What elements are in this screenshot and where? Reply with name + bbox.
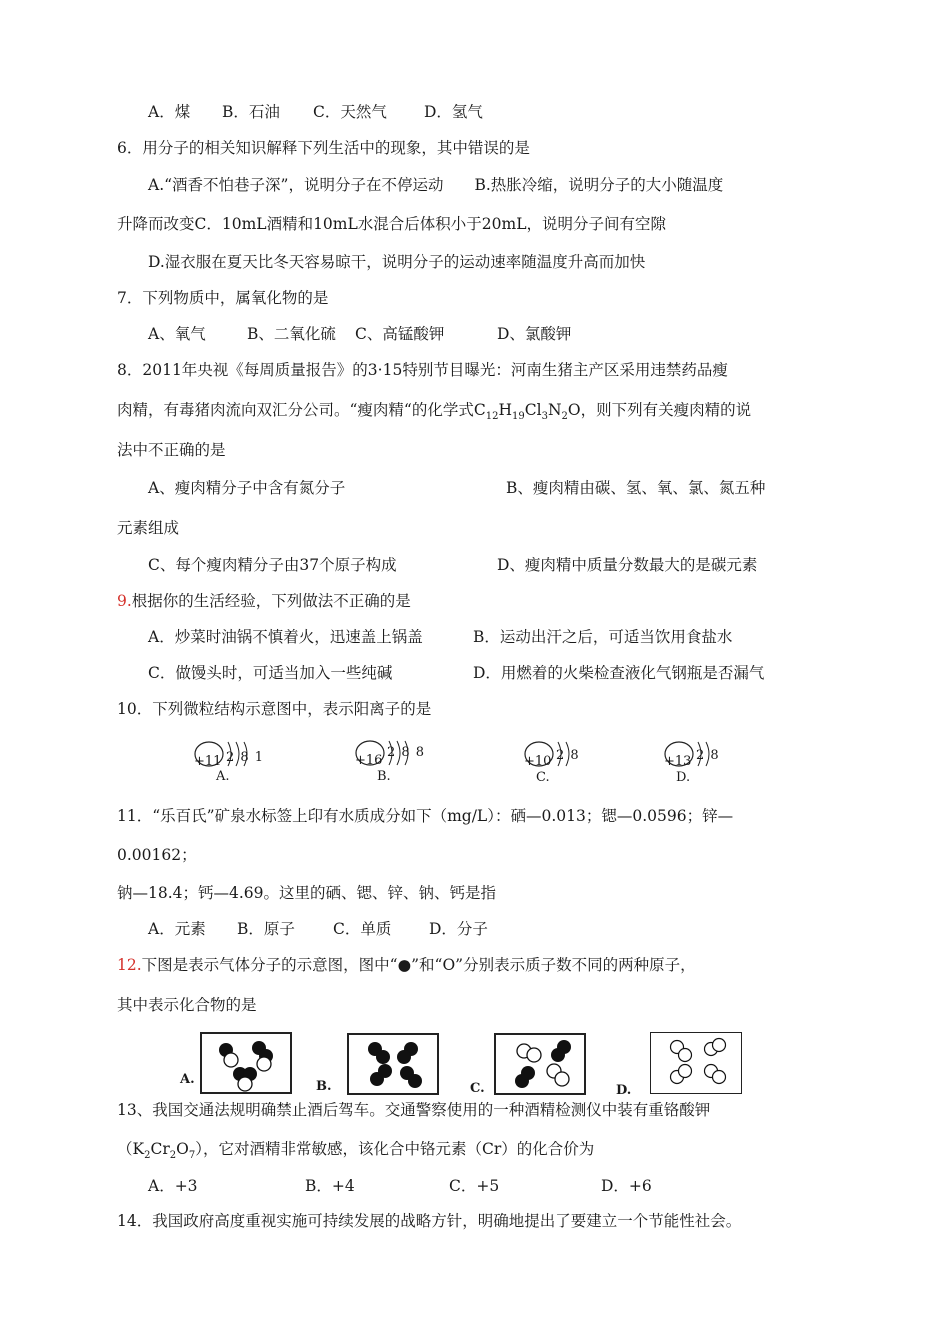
q7-option-d: D、氯酸钾 bbox=[497, 325, 572, 343]
q11-option-b: B．原子 bbox=[237, 920, 295, 938]
q8-line2-pre: 肉精，有毒猪肉流向双汇分公司。“瘦肉精“的化学式 bbox=[117, 401, 474, 419]
atom-b-shells: 2 8 8 bbox=[387, 745, 426, 760]
q13-line2-post: ，它对酒精非常敏感，该化合中铬元素（Cr）的化合价为 bbox=[202, 1140, 595, 1158]
q5-option-a: A．煤 bbox=[148, 103, 191, 121]
atom-diagram-c bbox=[522, 738, 602, 790]
q9-option-a: A．炒菜时油锅不慎着火，迅速盖上锅盖 bbox=[148, 628, 423, 646]
q6-option-a-b: A.“酒香不怕巷子深”，说明分子在不停运动 B.热胀冷缩，说明分子的大小随温度 bbox=[148, 176, 724, 194]
molecule-c-atoms bbox=[496, 1035, 584, 1093]
atom-diagram-a bbox=[192, 738, 282, 790]
q8-line2-post: ，则下列有关瘦肉精的说 bbox=[580, 401, 752, 419]
q6-option-d: D.湿衣服在夏天比冬天容易晾干，说明分子的运动速率随温度升高而加快 bbox=[148, 253, 646, 271]
q13-option-d: D．+6 bbox=[601, 1177, 652, 1195]
atom-c-label: C. bbox=[536, 770, 550, 785]
q7-stem: 7．下列物质中，属氧化物的是 bbox=[117, 289, 329, 307]
q11-option-c: C．单质 bbox=[333, 920, 392, 938]
q13-line1: 13、我国交通法规明确禁止酒后驾车。交通警察使用的一种酒精检测仪中装有重铬酸钾 bbox=[117, 1101, 711, 1119]
q7-option-a: A、氧气 bbox=[148, 325, 206, 343]
q11-line3: 钠—18.4；钙—4.69。这里的硒、锶、锌、钠、钙是指 bbox=[117, 884, 497, 902]
q11-option-d: D．分子 bbox=[429, 920, 488, 938]
atom-a-label: A. bbox=[216, 769, 230, 784]
q5-option-b: B．石油 bbox=[222, 103, 280, 121]
q9-option-d: D．用燃着的火柴检查液化气钢瓶是否漏气 bbox=[473, 664, 765, 682]
q12-stem bbox=[117, 955, 696, 975]
q8-option-b: B、瘦肉精由碳、氢、氧、氯、氮五种 bbox=[506, 479, 766, 497]
q12-line2: 其中表示化合物的是 bbox=[117, 996, 257, 1014]
q13-line2 bbox=[117, 1139, 595, 1162]
molecule-box-d bbox=[650, 1032, 742, 1094]
q5-option-d: D．氢气 bbox=[424, 103, 483, 121]
q12-label-b: B. bbox=[316, 1079, 332, 1094]
atom-diagram-d bbox=[662, 738, 742, 790]
atom-d-label: D. bbox=[676, 770, 691, 785]
q9-stem-text: 根据你的生活经验，下列做法不正确的是 bbox=[131, 592, 411, 610]
q11-option-a: A．元素 bbox=[148, 920, 206, 938]
atom-c-nucleus: +10 bbox=[524, 754, 552, 769]
q9-number: 9. bbox=[117, 592, 132, 610]
q12-label-c: C. bbox=[470, 1081, 485, 1096]
molecule-box-b bbox=[347, 1033, 439, 1095]
molecule-box-a bbox=[200, 1032, 292, 1094]
atom-diagram-b bbox=[353, 737, 443, 789]
q12-stem-text: 下图是表示气体分子的示意图，图中“●”和“O”分别表示质子数不同的两种原子， bbox=[141, 956, 696, 974]
q13-formula: $(K_2Cr_2O_7)$ bbox=[117, 1140, 203, 1162]
q5-option-c: C．天然气 bbox=[313, 103, 387, 121]
q13-option-c: C．+5 bbox=[449, 1177, 500, 1195]
atom-a-nucleus: +11 bbox=[194, 754, 222, 769]
q13-option-a: A．+3 bbox=[148, 1177, 198, 1195]
molecule-box-c bbox=[494, 1033, 586, 1095]
q10-stem: 10．下列微粒结构示意图中，表示阳离子的是 bbox=[117, 700, 432, 718]
q8-line1: 8．2011年央视《每周质量报告》的3·15特别节目曝光：河南生猪主产区采用违禁药品瘦 bbox=[117, 361, 728, 379]
atom-c-shells: 2 8 bbox=[556, 748, 580, 763]
q7-option-c: C、高锰酸钾 bbox=[355, 325, 445, 343]
q8-option-d: D、瘦肉精中质量分数最大的是碳元素 bbox=[497, 556, 758, 574]
q12-number: 12. bbox=[117, 956, 142, 974]
q12-label-a: A. bbox=[180, 1072, 195, 1087]
q8-formula: $C_{12}H_{19}Cl_3N_2O$ bbox=[473, 401, 581, 423]
q14-line1: 14．我国政府高度重视实施可持续发展的战略方针，明确地提出了要建立一个节能性社会。 bbox=[117, 1212, 742, 1230]
q8-option-c: C、每个瘦肉精分子由37个原子构成 bbox=[148, 556, 397, 574]
atom-b-label: B. bbox=[377, 769, 391, 784]
atom-a-shells: 2 8 1 bbox=[226, 750, 265, 765]
q11-line2: 0.00162； bbox=[117, 846, 197, 864]
q11-line1: 11．“乐百氏”矿泉水标签上印有水质成分如下（mg/L）：硒—0.013；锶—0.0596；锌— bbox=[117, 807, 734, 825]
molecule-b-atoms bbox=[349, 1035, 437, 1093]
molecule-d-atoms bbox=[651, 1033, 739, 1091]
q12-label-d: D. bbox=[616, 1083, 632, 1098]
q8-line3: 法中不正确的是 bbox=[117, 441, 226, 459]
q9-option-b: B．运动出汗之后，可适当饮用食盐水 bbox=[473, 628, 733, 646]
q9-stem bbox=[117, 591, 411, 611]
q9-option-c: C．做馒头时，可适当加入一些纯碱 bbox=[148, 664, 393, 682]
atom-b-nucleus: +16 bbox=[355, 753, 383, 768]
q8-line2 bbox=[117, 400, 752, 423]
q8-option-b-wrap: 元素组成 bbox=[117, 519, 180, 537]
q6-wrap-c: 升降而改变C．10mL酒精和10mL水混合后体积小于20mL，说明分子间有空隙 bbox=[117, 215, 667, 233]
atom-d-nucleus: +13 bbox=[664, 754, 692, 769]
atom-d-shells: 2 8 bbox=[696, 748, 720, 763]
q6-stem: 6．用分子的相关知识解释下列生活中的现象，其中错误的是 bbox=[117, 139, 530, 157]
q7-option-b: B、二氧化硫 bbox=[247, 325, 336, 343]
q8-option-a: A、瘦肉精分子中含有氮分子 bbox=[148, 479, 346, 497]
q13-option-b: B．+4 bbox=[305, 1177, 355, 1195]
molecule-a-atoms bbox=[202, 1034, 290, 1092]
